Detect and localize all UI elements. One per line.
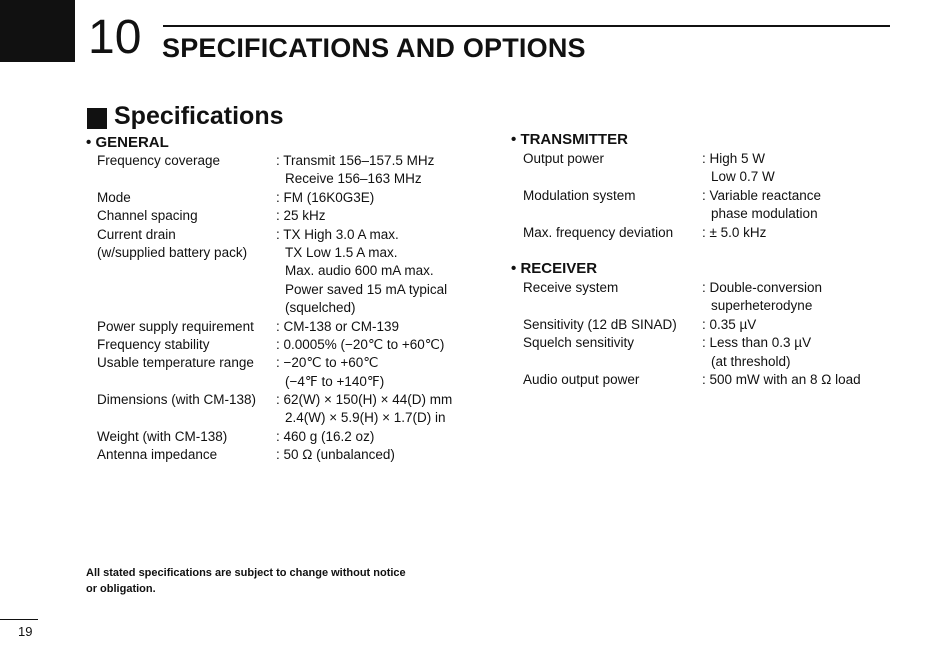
chapter-number: 10	[88, 11, 142, 64]
footnote	[86, 566, 406, 597]
title-rule	[163, 25, 890, 27]
chapter-tab-marker	[0, 0, 75, 62]
bullet-icon: •	[511, 260, 517, 277]
general-group-title: • GENERAL	[86, 134, 169, 151]
section-title: Specifications	[114, 102, 284, 130]
section-square-icon	[87, 108, 107, 129]
transmitter-group-title: • TRANSMITTER	[511, 131, 628, 148]
footnote-line: All stated specifications are subject to change without notice	[86, 567, 406, 579]
footnote-line: or obligation.	[86, 582, 156, 595]
page-number: 19	[18, 624, 33, 639]
chapter-title: SPECIFICATIONS AND OPTIONS	[162, 33, 586, 63]
receiver-group-title: • RECEIVER	[511, 260, 598, 277]
bullet-icon: •	[511, 131, 517, 148]
bullet-icon: •	[86, 134, 92, 151]
page-number-rule	[0, 619, 38, 620]
